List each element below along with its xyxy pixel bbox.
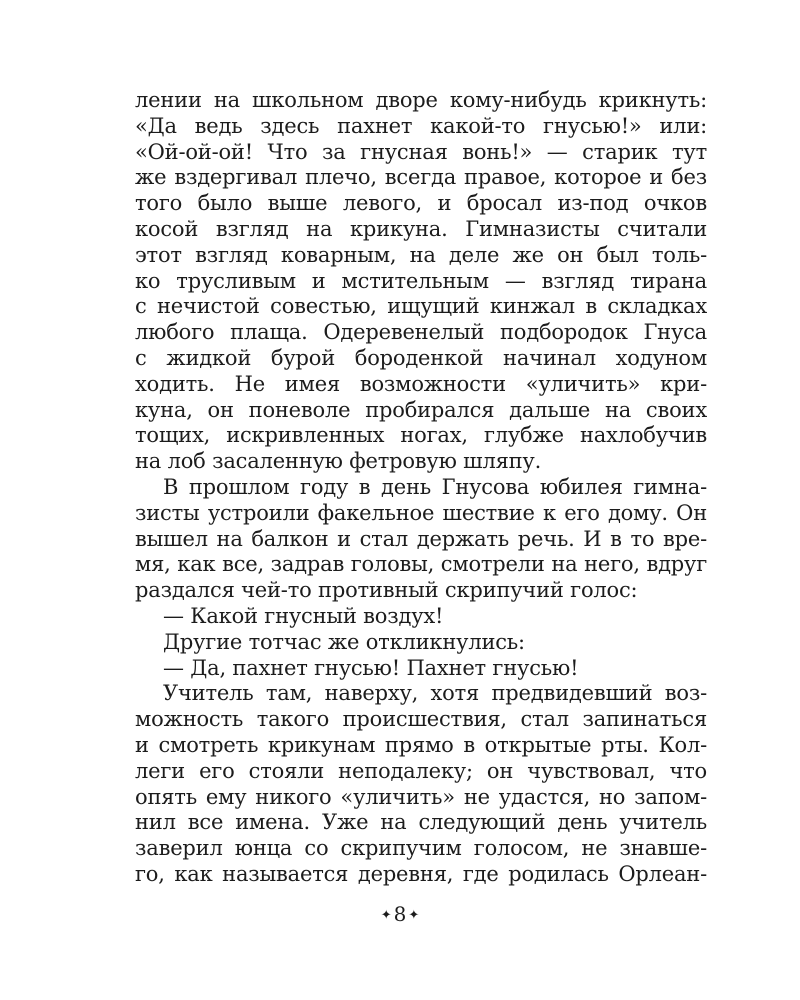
text-line: заверил юнца со скрипучим голосом, не знавше- — [135, 836, 707, 861]
text-line: «Да ведь здесь пахнет какой-то гнусью!» или: — [135, 113, 707, 138]
text-line: лении на школьном дворе кому-нибудь крикнуть: — [135, 88, 707, 112]
text-line: мя, как все, задрав головы, смотрели на него, вдруг — [135, 552, 707, 577]
text-line: В прошлом году в день Гнусова юбилея гимна- — [163, 474, 707, 499]
text-line: любого плаща. Одеревенелый подбородок Гнуса — [135, 320, 707, 345]
text-line: — Какой гнусный воздух! — [163, 603, 444, 628]
text-line: можность такого происшествия, стал запинаться — [135, 707, 707, 732]
text-line: «Ой-ой-ой! Что за гнусная вонь!» — старик тут — [135, 139, 707, 164]
text-line: куна, он поневоле пробирался дальше на своих — [135, 397, 707, 422]
text-line: тощих, искривленных ногах, глубже нахлобучив — [135, 423, 707, 448]
text-line: — Да, пахнет гнусью! Пахнет гнусью! — [163, 655, 579, 680]
text-line: ко трусливым и мстительным — взгляд тирана — [135, 268, 707, 293]
page-number — [0, 902, 800, 928]
text-line: косой взгляд на крикуна. Гимназисты считали — [135, 216, 707, 241]
text-line: того было выше левого, и бросал из-под очков — [135, 191, 707, 216]
text-line: зисты устроили факельное шествие к его дому. Он — [135, 500, 707, 525]
page-number-value: 8 — [393, 902, 407, 926]
text-line: и смотреть крикунам прямо в открытые рты. Кол- — [135, 732, 707, 757]
body-text — [135, 88, 707, 888]
text-line: на лоб засаленную фетровую шляпу. — [135, 449, 542, 474]
text-line: этот взгляд коварным, на деле же он был толь- — [135, 242, 707, 267]
text-line: вышел на балкон и стал держать речь. И в то вре- — [135, 526, 707, 551]
text-line: с нечистой совестью, ищущий кинжал в складках — [135, 294, 707, 319]
ornament-left-icon: ✦ — [380, 908, 392, 923]
text-line: го, как называется деревня, где родилась Орлеан- — [135, 861, 707, 886]
text-line: раздался чей-то противный скрипучий голос: — [135, 578, 638, 603]
text-line: Другие тотчас же откликнулись: — [163, 629, 525, 654]
ornament-right-icon: ✦ — [408, 908, 420, 923]
text-line: с жидкой бурой бороденкой начинал ходуном — [135, 345, 707, 370]
text-line: же вздергивал плечо, всегда правое, которое и без — [135, 165, 707, 190]
text-line: леги его стояли неподалеку; он чувствовал, что — [135, 758, 707, 783]
text-line: опять ему никого «уличить» не удастся, но запом- — [135, 784, 707, 809]
text-line: нил все имена. Уже на следующий день учитель — [135, 810, 707, 835]
text-line: ходить. Не имея возможности «уличить» кри- — [135, 371, 707, 396]
text-line: Учитель там, наверху, хотя предвидевший воз- — [163, 681, 707, 706]
